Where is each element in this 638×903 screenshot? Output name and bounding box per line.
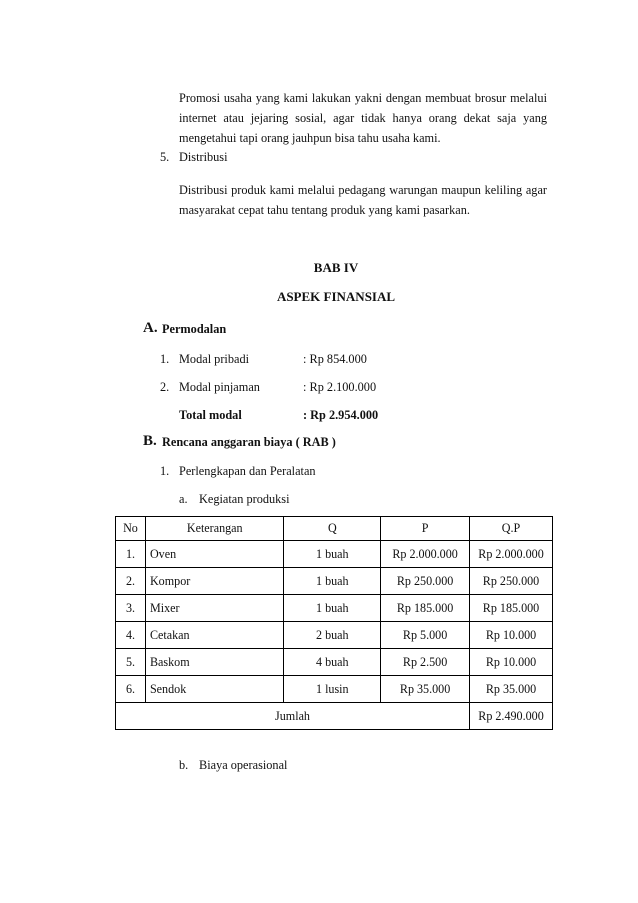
table-cell: 6.	[116, 676, 146, 703]
table-header: Q.P	[470, 517, 553, 541]
table-cell: Rp 185.000	[470, 595, 553, 622]
table-cell: Rp 2.000.000	[470, 541, 553, 568]
table-header: No	[116, 517, 146, 541]
table-header: Keterangan	[145, 517, 284, 541]
table-cell: 4.	[116, 622, 146, 649]
table-row	[116, 568, 553, 595]
sub-item-label: Perlengkapan dan Peralatan	[179, 464, 316, 478]
table-row	[116, 649, 553, 676]
table-row	[116, 676, 553, 703]
sub-a-letter: a.	[179, 492, 188, 506]
table-cell: 1.	[116, 541, 146, 568]
sub-b-letter: b.	[179, 758, 189, 772]
sub-a-label: Kegiatan produksi	[199, 492, 290, 506]
section-a-title: Permodalan	[162, 322, 227, 336]
chapter-number: BAB IV	[313, 260, 359, 275]
table-cell: 1 buah	[284, 568, 381, 595]
modal-item-value: : Rp 2.100.000	[303, 380, 377, 394]
section-b-letter: B.	[143, 433, 157, 449]
table-cell: Rp 185.000	[381, 595, 470, 622]
table-total-value: Rp 2.490.000	[470, 703, 553, 730]
modal-item-value: : Rp 854.000	[303, 352, 367, 366]
table-cell: 4 buah	[284, 649, 381, 676]
table-cell: 5.	[116, 649, 146, 676]
table-cell: 3.	[116, 595, 146, 622]
table-row	[116, 541, 553, 568]
distribusi-paragraph: Distribusi produk kami melalui pedagang warungan maupun keliling agar masyarakat cepat tahu tentang produk yang kami pasarkan.	[179, 183, 547, 217]
table-cell: 2 buah	[284, 622, 381, 649]
table-cell: Sendok	[145, 676, 284, 703]
table-cell: Rp 250.000	[381, 568, 470, 595]
table-cell: Rp 35.000	[381, 676, 470, 703]
table-cell: Baskom	[145, 649, 284, 676]
sub-b-label: Biaya operasional	[199, 758, 288, 772]
table-cell: Rp 2.000.000	[381, 541, 470, 568]
modal-item-number: 2.	[160, 380, 170, 394]
rab-table	[115, 516, 553, 730]
table-cell: Rp 35.000	[470, 676, 553, 703]
table-cell: Kompor	[145, 568, 284, 595]
table-header: P	[381, 517, 470, 541]
table-cell: 1 buah	[284, 595, 381, 622]
total-modal-value: : Rp 2.954.000	[303, 408, 379, 422]
table-cell: Cetakan	[145, 622, 284, 649]
table-header: Q	[284, 517, 381, 541]
table-total-row	[116, 703, 553, 730]
table-total-label: Jumlah	[116, 703, 470, 730]
table-cell: Mixer	[145, 595, 284, 622]
list-item-distribusi-label: Distribusi	[179, 150, 228, 164]
table-cell: Oven	[145, 541, 284, 568]
total-modal-label: Total modal	[179, 408, 242, 422]
section-b-title: Rencana anggaran biaya ( RAB )	[162, 435, 336, 449]
table-cell: 2.	[116, 568, 146, 595]
table-cell: Rp 10.000	[470, 649, 553, 676]
table-cell: Rp 10.000	[470, 622, 553, 649]
table-cell: 1 lusin	[284, 676, 381, 703]
table-cell: Rp 2.500	[381, 649, 470, 676]
table-cell: Rp 5.000	[381, 622, 470, 649]
promosi-paragraph: Promosi usaha yang kami lakukan yakni dengan membuat brosur melalui internet atau jejaring sosial, agar tidak hanya orang dekat saja yang mengetahui tapi orang jauhpun bisa tahu usaha kami.	[179, 91, 547, 145]
table-header-row	[116, 517, 553, 541]
chapter-title: ASPEK FINANSIAL	[276, 289, 396, 304]
table-row	[116, 622, 553, 649]
list-item-distribusi-number: 5.	[160, 150, 170, 164]
section-a-letter: A.	[143, 320, 158, 336]
table-cell: Rp 250.000	[470, 568, 553, 595]
table-row	[116, 595, 553, 622]
modal-item-label: Modal pribadi	[179, 352, 250, 366]
sub-item-number: 1.	[160, 464, 170, 478]
modal-item-label: Modal pinjaman	[179, 380, 260, 394]
modal-item-number: 1.	[160, 352, 170, 366]
table-cell: 1 buah	[284, 541, 381, 568]
